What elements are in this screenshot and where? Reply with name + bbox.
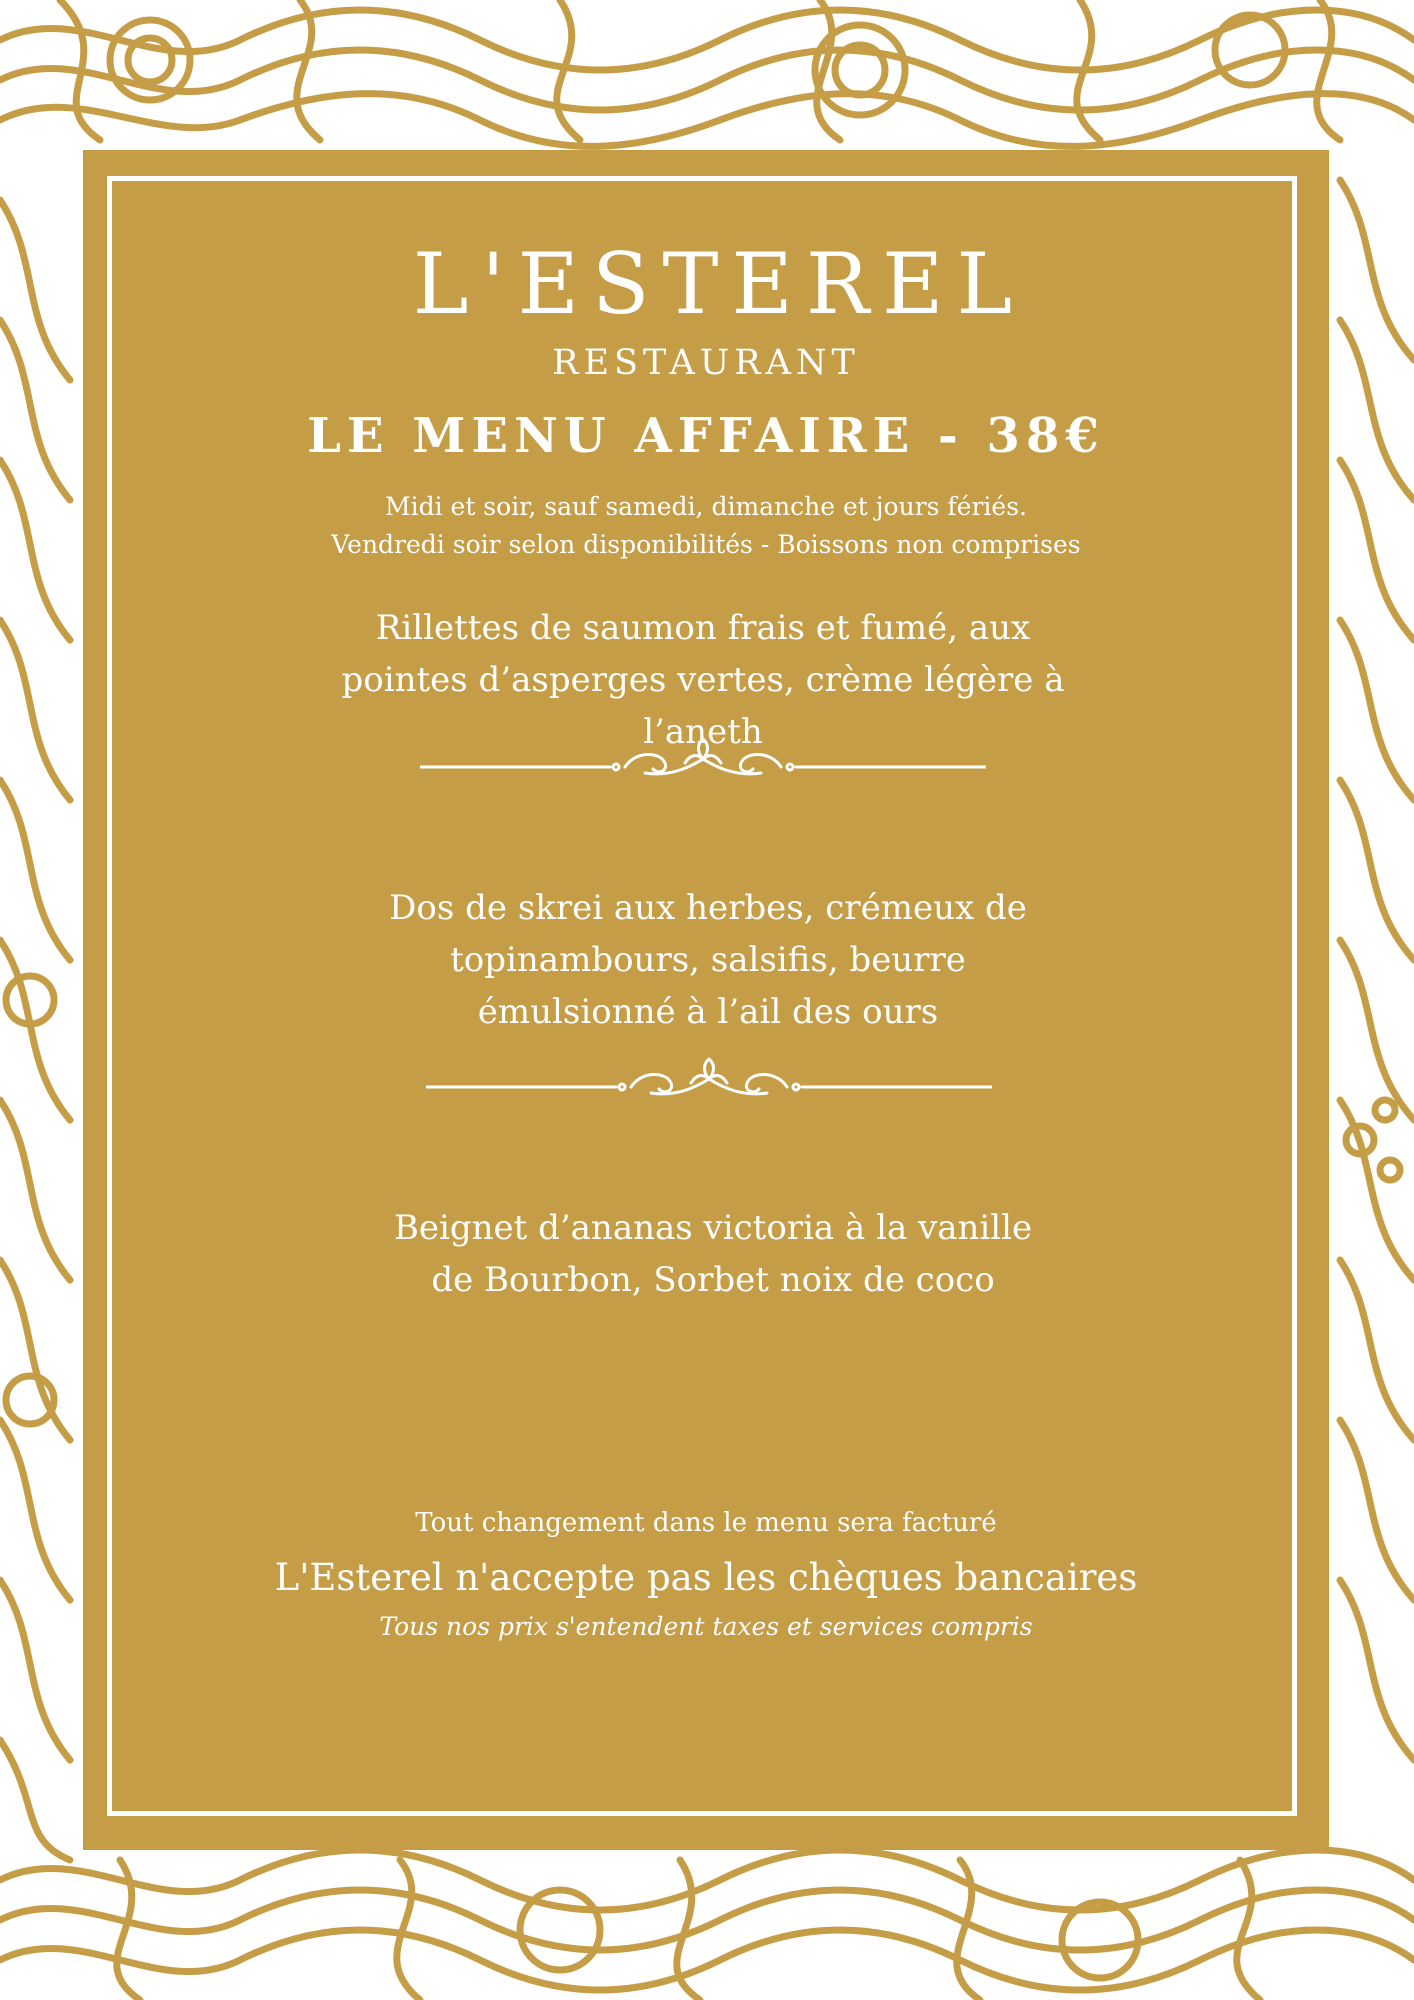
course-main [323,882,1093,1038]
course-starter [313,602,1093,758]
course-line: l’aneth [643,712,763,752]
course-line: Rillettes de saumon frais et fumé, aux [375,608,1031,648]
course-line: émulsionné à l’ail des ours [477,992,939,1032]
restaurant-type: RESTAURANT [552,343,860,383]
menu-panel [83,150,1329,1850]
course-line: topinambours, salsifis, beurre [450,940,966,980]
ornament-divider-icon [420,737,986,783]
course-dessert [323,1202,1103,1306]
course-line: de Bourbon, Sorbet noix de coco [431,1260,995,1300]
menu-title: LE MENU AFFAIRE - 38€ [307,408,1105,464]
course-line: Dos de skrei aux herbes, crémeux de [389,888,1027,928]
menu-conditions [83,488,1329,564]
course-line: pointes d’asperges vertes, crème légère à [341,660,1065,700]
cheques-note: L'Esterel n'accepte pas les chèques bancaires [274,1556,1138,1599]
conditions-line-2: Vendredi soir selon disponibilités - Boissons non comprises [331,530,1081,559]
taxes-note: Tous nos prix s'entendent taxes et services compris [379,1612,1033,1641]
conditions-line-1: Midi et soir, sauf samedi, dimanche et jours fériés. [384,492,1027,521]
change-note: Tout changement dans le menu sera facturé [415,1508,997,1538]
restaurant-name: L'ESTEREL [412,235,1026,333]
course-line: Beignet d’ananas victoria à la vanille [393,1208,1033,1248]
ornament-divider-icon [426,1057,992,1103]
